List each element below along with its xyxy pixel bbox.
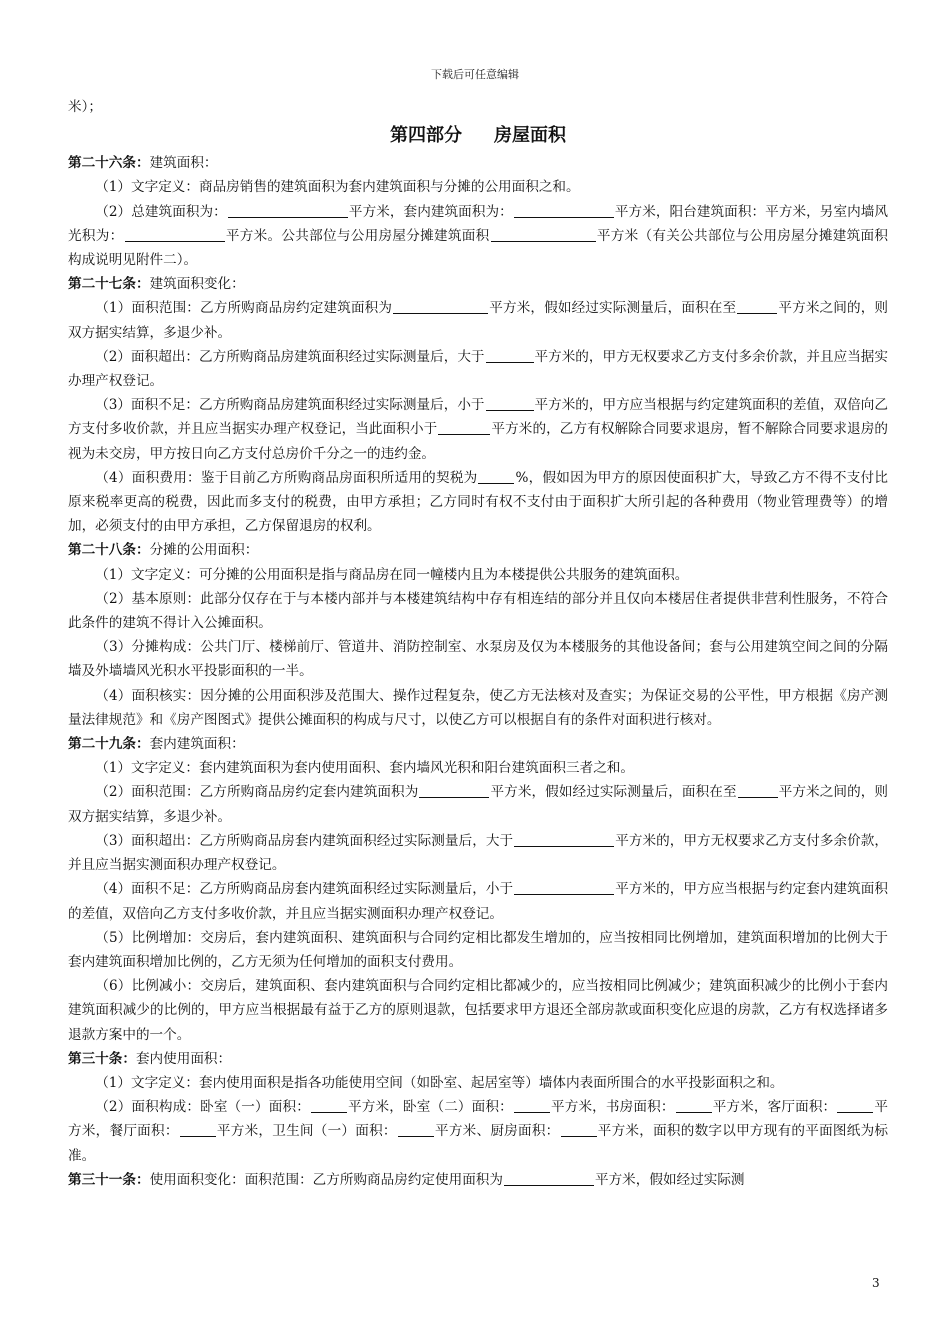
article-29-p1: （1）文字定义：套内建筑面积为套内使用面积、套内墙风光积和阳台建筑面积三者之和。 xyxy=(95,760,634,777)
document-body xyxy=(68,95,888,1192)
blank-field xyxy=(125,227,225,242)
blank-field xyxy=(180,1122,216,1137)
blank-field xyxy=(478,469,514,484)
article-29-p2: （2）面积范围：乙方所购商品房约定套内建筑面积为 平方米，假如经过实际测量后，面积在至 平方米之间的，则双方据实结算，多退少补。 xyxy=(68,784,889,825)
lead-line: 米）； xyxy=(68,99,102,115)
blank-field xyxy=(561,1122,597,1137)
blank-field xyxy=(676,1098,712,1113)
blank-field xyxy=(737,299,777,314)
blank-field xyxy=(514,880,614,895)
blank-field xyxy=(514,832,614,847)
blank-field xyxy=(837,1098,873,1113)
blank-field xyxy=(486,396,534,411)
blank-field xyxy=(438,420,490,435)
article-26-p1: （1）文字定义：商品房销售的建筑面积为套内建筑面积与分摊的公用面积之和。 xyxy=(95,179,580,196)
article-28-heading: 第二十八条：分摊的公用面积： xyxy=(68,542,259,559)
article-29-p5: （5）比例增加：交房后，套内建筑面积、建筑面积与合同约定相比都发生增加的，应当按相同比例增加，建筑面积增加的比例大于套内建筑面积增加比例的，乙方无须为任何增加的面积支付费用。 xyxy=(68,929,888,970)
blank-field xyxy=(486,348,534,363)
blank-field xyxy=(311,1098,347,1113)
article-30-p1: （1）文字定义：套内使用面积是指各功能使用空间（如卧室、起居室等）墙体内表面所围合的水平投影面积之和。 xyxy=(95,1074,784,1091)
blank-field xyxy=(419,783,489,798)
article-31-heading: 第三十一条：使用面积变化：面积范围：乙方所购商品房约定使用面积为 平方米，假如经过实际测 xyxy=(68,1171,745,1188)
part-number: 第四部分 xyxy=(390,125,462,147)
article-26-p2: （2）总建筑面积为： 平方米，套内建筑面积为： 平方米，阳台建筑面积：平方米，另室内墙风光积为： 平方米。公共部位与公用房屋分摊建筑面积 平方米（有关公共部位与公用房屋分摊建筑面积构成说明见附件二）。 xyxy=(68,203,889,269)
page-number: 3 xyxy=(872,1276,880,1290)
article-27-p4: （4）面积费用：鉴于目前乙方所购商品房面积所适用的契税为 %，假如因为甲方的原因使面积扩大，导致乙方不得不支付比原来税率更高的税费，因此而多支付的税费，由甲方承担；乙方同时有权不支付由于面积扩大所引起的各种费用（物业管理费等）的增加，必须支付的由甲方承担，乙方保留退房的权利。 xyxy=(68,469,888,535)
article-27-p2: （2）面积超出：乙方所购商品房建筑面积经过实际测量后，大于 平方米的，甲方无权要求乙方支付多余价款，并且应当据实办理产权登记。 xyxy=(68,348,888,390)
blank-field xyxy=(393,299,488,314)
article-28-p4: （4）面积核实：因分摊的公用面积涉及范围大、操作过程复杂，使乙方无法核对及查实；为保证交易的公平性，甲方根据《房产测量法律规范》和《房产图图式》提供公摊面积的构成与尺寸，以使乙方可以根据自有的条件对面积进行核对。 xyxy=(68,687,888,728)
article-29-heading: 第二十九条：套内建筑面积： xyxy=(68,736,245,753)
article-28-p3: （3）分摊构成：公共门厅、楼梯前厅、管道井、消防控制室、水泵房及仅为本楼服务的其他设备间；套与公用建筑空间之间的分隔墙及外墙墙风光积水平投影面积的一半。 xyxy=(68,639,888,680)
article-30-heading: 第三十条：套内使用面积： xyxy=(68,1050,232,1067)
article-27-p1: （1）面积范围：乙方所购商品房约定建筑面积为 平方米，假如经过实际测量后，面积在至 平方米之间的，则双方据实结算，多退少补。 xyxy=(68,300,889,341)
blank-field xyxy=(514,203,614,218)
blank-field xyxy=(738,783,778,798)
part-name: 房屋面积 xyxy=(494,125,566,147)
page-header: 下载后可任意编辑 xyxy=(431,68,519,81)
blank-field xyxy=(491,227,596,242)
article-28-p2: （2）基本原则：此部分仅存在于与本楼内部并与本楼建筑结构中存有相连结的部分并且仅向本楼居住者提供非营利性服务，不符合此条件的建筑不得计入公摊面积。 xyxy=(68,590,888,632)
article-27-p3: （3）面积不足：乙方所购商品房建筑面积经过实际测量后，小于 平方米的，甲方应当根据与约定建筑面积的差值，双倍向乙方支付多收价款，并且应当据实办理产权登记，当此面积小于 平方米的，乙方有权解除合同要求退房，暂不解除合同要求退房的视为未交房，甲方按日向乙方支付总房价千分之一的违约金。 xyxy=(68,397,889,462)
article-26-heading: 第二十六条：建筑面积： xyxy=(68,155,218,172)
blank-field xyxy=(504,1171,594,1186)
article-29-p4: （4）面积不足：乙方所购商品房套内建筑面积经过实际测量后，小于 平方米的，甲方应当根据与约定套内建筑面积的差值，双倍向乙方支付多收价款，并且应当据实测面积办理产权登记。 xyxy=(68,881,888,922)
blank-field xyxy=(398,1122,434,1137)
article-27-heading: 第二十七条：建筑面积变化： xyxy=(68,276,245,293)
blank-field xyxy=(514,1098,550,1113)
blank-field xyxy=(228,203,348,218)
article-29-p6: （6）比例减小：交房后，建筑面积、套内建筑面积与合同约定相比都减少的，应当按相同比例减少；建筑面积减少的比例小于套内建筑面积减少的比例的，甲方应当根据最有益于乙方的原则退款，包括要求甲方退还全部房款或面积变化应退的房款，乙方有权选择诸多退款方案中的一个。 xyxy=(68,978,888,1043)
article-30-p2: （2）面积构成：卧室（一）面积： 平方米，卧室（二）面积： 平方米，书房面积： 平方米，客厅面积： 平方米，餐厅面积： 平方米，卫生间（一）面积： 平方米、厨房面积： 平方米，面积的数字以甲方现有的平面图纸为标准。 xyxy=(68,1099,889,1164)
article-29-p3: （3）面积超出：乙方所购商品房套内建筑面积经过实际测量后，大于 平方米的，甲方无权要求乙方支付多余价款，并且应当据实测面积办理产权登记。 xyxy=(68,832,888,874)
part-title xyxy=(68,121,888,151)
article-28-p1: （1）文字定义：可分摊的公用面积是指与商品房在同一幢楼内且为本楼提供公共服务的建筑面积。 xyxy=(95,566,689,583)
